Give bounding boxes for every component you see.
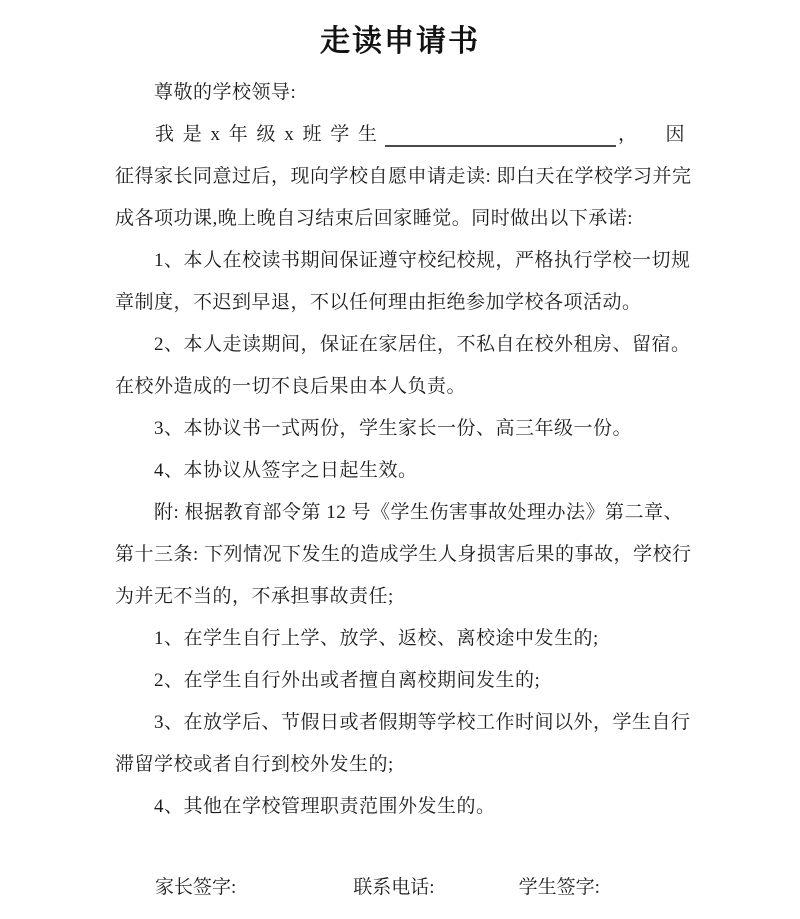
body-line: 为并无不当的，不承担事故责任; bbox=[115, 586, 394, 607]
salutation: 尊敬的学校领导: bbox=[154, 82, 297, 103]
body-line-case-2: 2、在学生自行外出或者擅自离校期间发生的; bbox=[154, 670, 541, 691]
body-line: 第十三条: 下列情况下发生的造成学生人身损害后果的事故，学校行 bbox=[115, 544, 692, 565]
parent-signature-label: 家长签字: bbox=[155, 877, 237, 898]
body-line-case-1: 1、在学生自行上学、放学、返校、离校途中发生的; bbox=[154, 628, 599, 649]
body-line: 章制度，不迟到早退，不以任何理由拒绝参加学校各项活动。 bbox=[115, 292, 642, 313]
body-line: 成各项功课,晚上晚自习结束后回家睡觉。同时做出以下承诺: bbox=[115, 208, 634, 229]
body-line-promise-1: 1、本人在校读书期间保证遵守校纪校规，严格执行学校一切规 bbox=[154, 250, 691, 271]
intro-comma: ， bbox=[617, 124, 638, 145]
body-line-promise-3: 3、本协议书一式两份，学生家长一份、高三年级一份。 bbox=[154, 418, 633, 439]
intro-text-before-blank: 我 是 x 年 级 x 班 学 生 bbox=[155, 124, 380, 145]
body-line-case-3: 3、在放学后、节假日或者假期等学校工作时间以外，学生自行 bbox=[154, 712, 691, 733]
intro-line bbox=[115, 114, 685, 156]
body-line-appendix: 附: 根据教育部令第 12 号《学生伤害事故处理办法》第二章、 bbox=[154, 502, 684, 523]
body-line-promise-2: 2、本人走读期间，保证在家居住，不私自在校外租房、留宿。 bbox=[154, 334, 691, 355]
body-line-promise-4: 4、本协议从签字之日起生效。 bbox=[154, 460, 418, 481]
contact-phone-label: 联系电话: bbox=[353, 877, 435, 898]
signature-row bbox=[115, 867, 685, 909]
intro-line-end: 因 bbox=[665, 124, 685, 145]
body-line: 在校外造成的一切不良后果由本人负责。 bbox=[115, 376, 467, 397]
body-line: 征得家长同意过后，现向学校自愿申请走读: 即白天在学校学习并完 bbox=[115, 166, 692, 187]
body-line: 滞留学校或者自行到校外发生的; bbox=[115, 754, 394, 775]
fill-in-blank-student-name bbox=[385, 145, 616, 147]
body-line-case-4: 4、其他在学校管理职责范围外发生的。 bbox=[154, 796, 496, 817]
document-title: 走读申请书 bbox=[320, 25, 480, 58]
student-signature-label: 学生签字: bbox=[518, 877, 600, 898]
document-body bbox=[0, 64, 800, 909]
